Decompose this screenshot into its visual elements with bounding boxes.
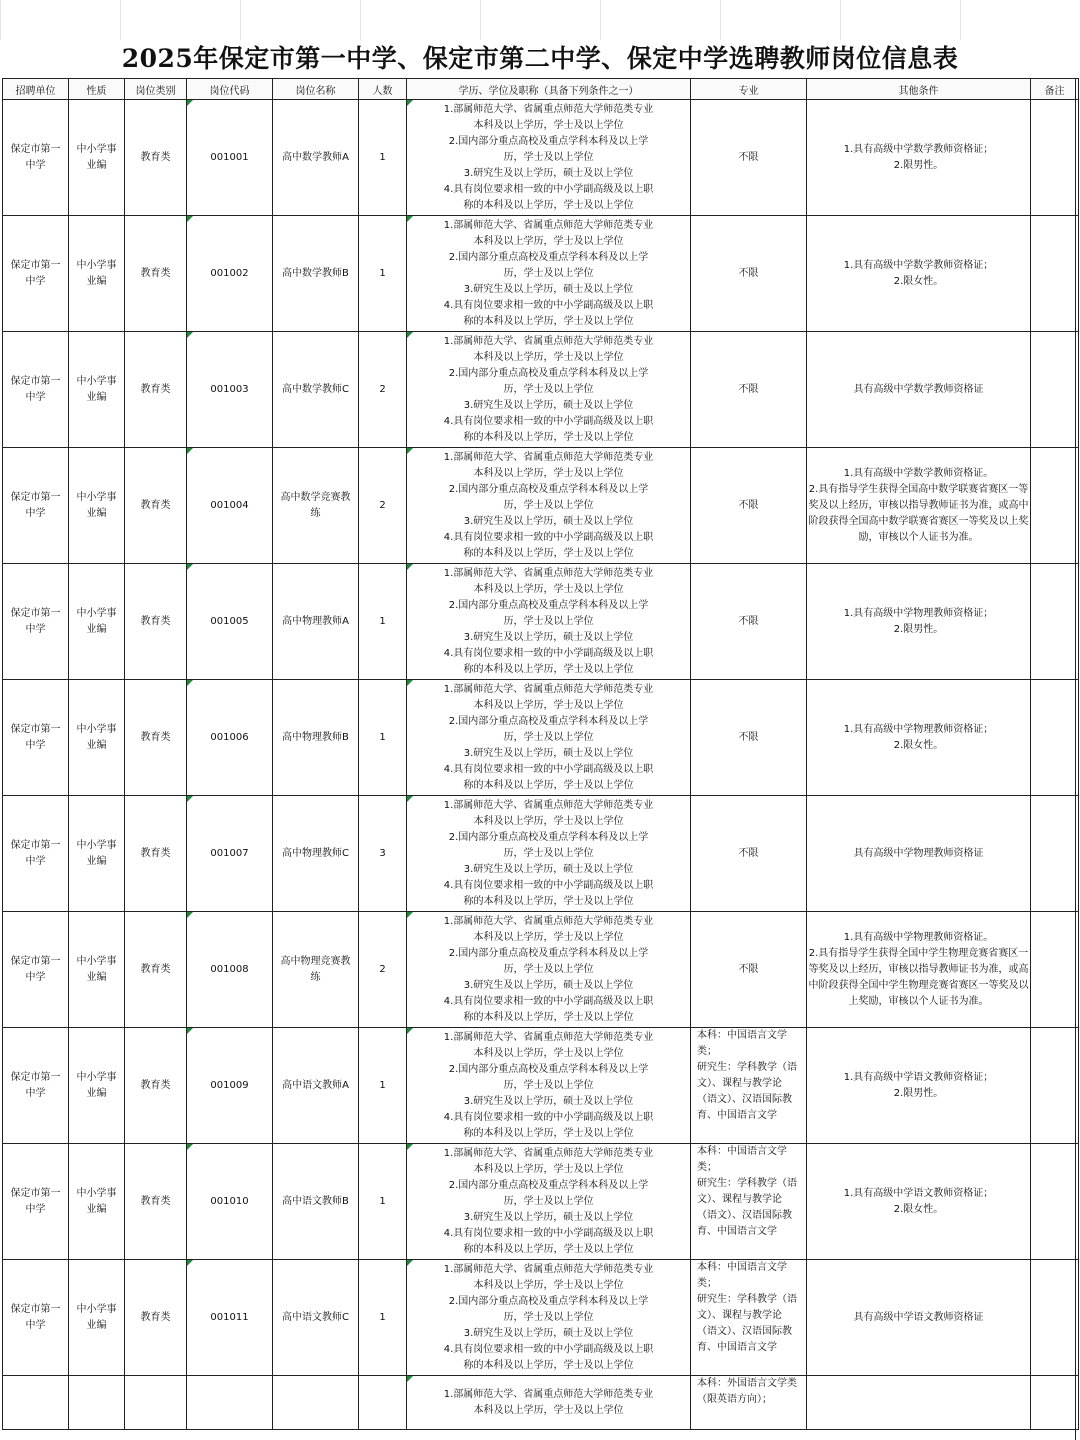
other-conditions-cell: 具有高级中学数学教师资格证 [807, 332, 1031, 448]
requirement-line: 历，学士及以上学位 [503, 731, 594, 743]
table-row [3, 680, 1079, 796]
cell-comment-marker-icon [407, 680, 413, 686]
header-cell: 招聘单位 [3, 79, 69, 100]
nature-cell: 中小学事业编 [69, 796, 125, 912]
cell-comment-marker-icon [187, 1260, 193, 1266]
requirement-line: 2.国内部分重点高校及重点学科本科及以上学 [448, 367, 649, 379]
requirements-cell [407, 332, 691, 448]
requirement-line: 称的本科及以上学历，学士及以上学位 [463, 779, 634, 791]
position-name-cell: 高中物理教师A [273, 564, 359, 680]
requirement-line: 3.研究生及以上学历，硕士及以上学位 [463, 631, 634, 643]
nature-cell: 中小学事业编 [69, 1028, 125, 1144]
requirement-line: 3.研究生及以上学历，硕士及以上学位 [463, 283, 634, 295]
note-cell [1031, 796, 1079, 912]
nature-cell: 中小学事业编 [69, 1144, 125, 1260]
requirement-line: 2.国内部分重点高校及重点学科本科及以上学 [448, 1063, 649, 1075]
major-cell: 本科：中国语言文学类； 研究生：学科教学（语文）、课程与教学论（语文）、汉语国际教育、中国语言文学 [691, 1144, 807, 1260]
major-cell: 不限 [691, 912, 807, 1028]
cell-comment-marker-icon [407, 1144, 413, 1150]
position-name-cell: 高中语文教师B [273, 1144, 359, 1260]
other-conditions-cell: 1.具有高级中学物理教师资格证； 2.限女性。 [807, 680, 1031, 796]
category-cell: 教育类 [125, 796, 187, 912]
code-cell [187, 1260, 273, 1376]
category-cell: 教育类 [125, 216, 187, 332]
nature-cell: 中小学事业编 [69, 216, 125, 332]
code-cell [187, 912, 273, 1028]
requirement-line: 本科及以上学历，学士及以上学位 [473, 1047, 624, 1059]
code-cell [187, 216, 273, 332]
table-row [3, 216, 1079, 332]
count-cell: 2 [359, 912, 407, 1028]
spreadsheet-gridlines [0, 0, 1080, 40]
code-cell [187, 100, 273, 216]
next-column-edge [1075, 78, 1080, 1440]
requirement-line: 称的本科及以上学历，学士及以上学位 [463, 315, 634, 327]
requirement-line: 历，学士及以上学位 [503, 1311, 594, 1323]
category-cell: 教育类 [125, 1144, 187, 1260]
requirement-line: 称的本科及以上学历，学士及以上学位 [463, 895, 634, 907]
requirement-line: 称的本科及以上学历，学士及以上学位 [463, 1359, 634, 1371]
count-cell: 2 [359, 448, 407, 564]
requirement-line: 本科及以上学历，学士及以上学位 [473, 931, 624, 943]
other-conditions-cell: 1.具有高级中学数学教师资格证； 2.限男性。 [807, 100, 1031, 216]
code-cell [187, 448, 273, 564]
page-title: 2025年保定市第一中学、保定市第二中学、保定中学选聘教师岗位信息表 [121, 44, 959, 73]
requirements-cell [407, 216, 691, 332]
note-cell [1031, 1144, 1079, 1260]
requirement-line: 3.研究生及以上学历，硕士及以上学位 [463, 747, 634, 759]
requirements-cell [407, 1028, 691, 1144]
cell-comment-marker-icon [187, 448, 193, 454]
requirement-line: 历，学士及以上学位 [503, 963, 594, 975]
code-cell [187, 564, 273, 680]
requirement-line: 本科及以上学历，学士及以上学位 [473, 119, 624, 131]
requirement-line: 2.国内部分重点高校及重点学科本科及以上学 [448, 947, 649, 959]
note-cell [1031, 332, 1079, 448]
cell-comment-marker-icon [187, 216, 193, 222]
requirements-cell [407, 448, 691, 564]
requirement-line: 1.部属师范大学、省属重点师范大学师范类专业 [443, 1147, 654, 1159]
category-cell: 教育类 [125, 680, 187, 796]
requirement-line: 本科及以上学历，学士及以上学位 [473, 351, 624, 363]
unit-cell: 保定市第一中学 [3, 564, 69, 680]
position-name-cell: 高中数学教师B [273, 216, 359, 332]
other-conditions-cell: 具有高级中学语文教师资格证 [807, 1260, 1031, 1376]
note-cell [1031, 1028, 1079, 1144]
requirements-cell [407, 564, 691, 680]
other-conditions-cell: 1.具有高级中学数学教师资格证； 2.限女性。 [807, 216, 1031, 332]
requirement-line: 3.研究生及以上学历，硕士及以上学位 [463, 167, 634, 179]
note-cell [1031, 216, 1079, 332]
unit-cell: 保定市第一中学 [3, 448, 69, 564]
requirement-line: 4.具有岗位要求相一致的中小学副高级及以上职 [443, 183, 654, 195]
note-cell [1031, 100, 1079, 216]
requirements-cell [407, 1260, 691, 1376]
requirements-cell [407, 912, 691, 1028]
requirements-cell [407, 1144, 691, 1260]
count-cell: 1 [359, 680, 407, 796]
requirement-line: 1.部属师范大学、省属重点师范大学师范类专业 [443, 1031, 654, 1043]
position-name-cell: 高中物理教师C [273, 796, 359, 912]
requirement-line: 本科及以上学历，学士及以上学位 [473, 1163, 624, 1175]
unit-cell: 保定市第一中学 [3, 216, 69, 332]
note-cell [1031, 680, 1079, 796]
empty-cell [359, 1376, 407, 1430]
requirement-line: 历，学士及以上学位 [503, 615, 594, 627]
requirement-line: 1.部属师范大学、省属重点师范大学师范类专业 [443, 1263, 654, 1275]
category-cell: 教育类 [125, 912, 187, 1028]
header-cell: 岗位类别 [125, 79, 187, 100]
requirement-line: 3.研究生及以上学历，硕士及以上学位 [463, 1095, 634, 1107]
position-code: 001010 [210, 1195, 249, 1207]
table-row [3, 1260, 1079, 1376]
requirement-line: 历，学士及以上学位 [503, 383, 594, 395]
requirement-line: 4.具有岗位要求相一致的中小学副高级及以上职 [443, 763, 654, 775]
position-name-cell: 高中数学竞赛教练 [273, 448, 359, 564]
nature-cell: 中小学事业编 [69, 1260, 125, 1376]
requirement-line: 1.部属师范大学、省属重点师范大学师范类专业 [443, 799, 654, 811]
note-cell [1031, 1376, 1079, 1430]
nature-cell: 中小学事业编 [69, 100, 125, 216]
major-cell: 不限 [691, 332, 807, 448]
requirement-line: 本科及以上学历，学士及以上学位 [473, 815, 624, 827]
nature-cell: 中小学事业编 [69, 332, 125, 448]
cell-comment-marker-icon [407, 564, 413, 570]
requirement-line: 4.具有岗位要求相一致的中小学副高级及以上职 [443, 1227, 654, 1239]
other-conditions-cell: 1.具有高级中学物理教师资格证； 2.限男性。 [807, 564, 1031, 680]
requirement-line: 4.具有岗位要求相一致的中小学副高级及以上职 [443, 299, 654, 311]
table-row [3, 1028, 1079, 1144]
header-cell: 学历、学位及职称（具备下列条件之一） [407, 79, 691, 100]
cell-comment-marker-icon [407, 1028, 413, 1034]
empty-cell [187, 1376, 273, 1430]
requirement-line: 3.研究生及以上学历，硕士及以上学位 [463, 399, 634, 411]
count-cell: 1 [359, 216, 407, 332]
requirement-line: 称的本科及以上学历，学士及以上学位 [463, 431, 634, 443]
requirement-line: 本科及以上学历，学士及以上学位 [473, 467, 624, 479]
requirement-line: 4.具有岗位要求相一致的中小学副高级及以上职 [443, 647, 654, 659]
requirement-line: 4.具有岗位要求相一致的中小学副高级及以上职 [443, 415, 654, 427]
other-conditions-cell: 具有高级中学物理教师资格证 [807, 796, 1031, 912]
count-cell: 2 [359, 332, 407, 448]
major-cell: 不限 [691, 796, 807, 912]
count-cell: 1 [359, 1144, 407, 1260]
position-code: 001003 [210, 383, 249, 395]
nature-cell: 中小学事业编 [69, 680, 125, 796]
category-cell: 教育类 [125, 448, 187, 564]
requirement-line: 3.研究生及以上学历，硕士及以上学位 [463, 1327, 634, 1339]
unit-cell: 保定市第一中学 [3, 680, 69, 796]
requirement-line: 本科及以上学历，学士及以上学位 [473, 699, 624, 711]
unit-cell: 保定市第一中学 [3, 912, 69, 1028]
count-cell: 1 [359, 564, 407, 680]
header-cell: 备注 [1031, 79, 1079, 100]
category-cell: 教育类 [125, 100, 187, 216]
position-code: 001006 [210, 731, 249, 743]
cell-comment-marker-icon [187, 332, 193, 338]
note-cell [1031, 564, 1079, 680]
major-cell: 不限 [691, 448, 807, 564]
code-cell [187, 796, 273, 912]
major-cell: 不限 [691, 564, 807, 680]
position-code: 001008 [210, 963, 249, 975]
position-code: 001001 [210, 151, 249, 163]
requirement-line: 3.研究生及以上学历，硕士及以上学位 [463, 515, 634, 527]
cell-comment-marker-icon [407, 216, 413, 222]
header-cell: 性质 [69, 79, 125, 100]
unit-cell: 保定市第一中学 [3, 1144, 69, 1260]
requirement-line: 本科及以上学历，学士及以上学位 [473, 235, 624, 247]
requirement-line: 2.国内部分重点高校及重点学科本科及以上学 [448, 1295, 649, 1307]
cell-comment-marker-icon [187, 564, 193, 570]
count-cell: 1 [359, 1028, 407, 1144]
category-cell: 教育类 [125, 1260, 187, 1376]
other-conditions-cell [807, 1376, 1031, 1430]
cell-comment-marker-icon [407, 796, 413, 802]
cell-comment-marker-icon [407, 912, 413, 918]
cell-comment-marker-icon [407, 100, 413, 106]
position-name-cell: 高中物理竞赛教练 [273, 912, 359, 1028]
requirement-line: 历，学士及以上学位 [503, 847, 594, 859]
major-cell: 本科：外国语言文学类（限英语方向）； [691, 1376, 807, 1430]
note-cell [1031, 1260, 1079, 1376]
code-cell [187, 332, 273, 448]
table-row [3, 564, 1079, 680]
position-name-cell: 高中语文教师C [273, 1260, 359, 1376]
header-row [3, 79, 1079, 100]
count-cell: 1 [359, 1260, 407, 1376]
requirements-cell [407, 796, 691, 912]
major-cell: 不限 [691, 680, 807, 796]
header-cell: 专业 [691, 79, 807, 100]
code-cell [187, 1028, 273, 1144]
unit-cell: 保定市第一中学 [3, 796, 69, 912]
requirement-line: 1.部属师范大学、省属重点师范大学师范类专业 [443, 915, 654, 927]
position-code: 001011 [210, 1311, 249, 1323]
requirement-line: 本科及以上学历，学士及以上学位 [473, 1404, 624, 1416]
position-code: 001009 [210, 1079, 249, 1091]
position-name-cell: 高中数学教师C [273, 332, 359, 448]
requirement-line: 1.部属师范大学、省属重点师范大学师范类专业 [443, 103, 654, 115]
requirement-line: 1.部属师范大学、省属重点师范大学师范类专业 [443, 1388, 654, 1400]
other-conditions-cell: 1.具有高级中学语文教师资格证； 2.限男性。 [807, 1028, 1031, 1144]
unit-cell: 保定市第一中学 [3, 100, 69, 216]
category-cell: 教育类 [125, 332, 187, 448]
category-cell: 教育类 [125, 1028, 187, 1144]
unit-cell: 保定市第一中学 [3, 1260, 69, 1376]
other-conditions-cell: 1.具有高级中学数学教师资格证。 2.具有指导学生获得全国高中数学联赛省赛区一等奖及以上经历，审核以指导教师证书为准，或高中阶段获得全国高中数学联赛省赛区一等奖及以上奖励，审核以个人证书为准。 [807, 448, 1031, 564]
header-cell: 岗位代码 [187, 79, 273, 100]
cell-comment-marker-icon [187, 912, 193, 918]
major-cell: 不限 [691, 100, 807, 216]
requirement-line: 本科及以上学历，学士及以上学位 [473, 1279, 624, 1291]
header-cell: 岗位名称 [273, 79, 359, 100]
cell-comment-marker-icon [407, 1376, 413, 1382]
empty-cell [125, 1376, 187, 1430]
requirement-line: 1.部属师范大学、省属重点师范大学师范类专业 [443, 335, 654, 347]
requirement-line: 2.国内部分重点高校及重点学科本科及以上学 [448, 135, 649, 147]
requirement-line: 称的本科及以上学历，学士及以上学位 [463, 1243, 634, 1255]
unit-cell: 保定市第一中学 [3, 1028, 69, 1144]
nature-cell: 中小学事业编 [69, 448, 125, 564]
cell-comment-marker-icon [187, 100, 193, 106]
requirement-line: 4.具有岗位要求相一致的中小学副高级及以上职 [443, 879, 654, 891]
cell-comment-marker-icon [187, 680, 193, 686]
requirement-line: 4.具有岗位要求相一致的中小学副高级及以上职 [443, 531, 654, 543]
other-conditions-cell: 1.具有高级中学物理教师资格证。 2.具有指导学生获得全国中学生物理竞赛省赛区一等奖及以上经历，审核以指导教师证书为准，或高中阶段获得全国中学生物理竞赛省赛区一等奖及以上奖励，审核以个人证书为准。 [807, 912, 1031, 1028]
cell-comment-marker-icon [407, 332, 413, 338]
table-body [3, 100, 1079, 1430]
empty-cell [69, 1376, 125, 1430]
requirement-line: 称的本科及以上学历，学士及以上学位 [463, 1011, 634, 1023]
requirement-line: 4.具有岗位要求相一致的中小学副高级及以上职 [443, 995, 654, 1007]
requirement-line: 历，学士及以上学位 [503, 267, 594, 279]
table-row [3, 100, 1079, 216]
nature-cell: 中小学事业编 [69, 564, 125, 680]
empty-cell [3, 1376, 69, 1430]
table-row-partial [3, 1376, 1079, 1430]
major-cell: 本科：中国语言文学类； 研究生：学科教学（语文）、课程与教学论（语文）、汉语国际教育、中国语言文学 [691, 1260, 807, 1376]
note-cell [1031, 912, 1079, 1028]
count-cell: 1 [359, 100, 407, 216]
table-row [3, 912, 1079, 1028]
code-cell [187, 1144, 273, 1260]
position-name-cell: 高中物理教师B [273, 680, 359, 796]
requirement-line: 2.国内部分重点高校及重点学科本科及以上学 [448, 483, 649, 495]
requirements-cell [407, 680, 691, 796]
requirement-line: 2.国内部分重点高校及重点学科本科及以上学 [448, 715, 649, 727]
requirement-line: 称的本科及以上学历，学士及以上学位 [463, 1127, 634, 1139]
requirement-line: 历，学士及以上学位 [503, 499, 594, 511]
major-cell: 不限 [691, 216, 807, 332]
cell-comment-marker-icon [407, 448, 413, 454]
requirement-line: 3.研究生及以上学历，硕士及以上学位 [463, 1211, 634, 1223]
unit-cell: 保定市第一中学 [3, 332, 69, 448]
requirement-line: 3.研究生及以上学历，硕士及以上学位 [463, 863, 634, 875]
major-cell: 本科：中国语言文学类； 研究生：学科教学（语文）、课程与教学论（语文）、汉语国际教育、中国语言文学 [691, 1028, 807, 1144]
requirement-line: 称的本科及以上学历，学士及以上学位 [463, 663, 634, 675]
nature-cell: 中小学事业编 [69, 912, 125, 1028]
cell-comment-marker-icon [187, 1028, 193, 1034]
requirement-line: 2.国内部分重点高校及重点学科本科及以上学 [448, 831, 649, 843]
empty-cell [273, 1376, 359, 1430]
header-cell: 其他条件 [807, 79, 1031, 100]
requirements-cell [407, 100, 691, 216]
requirement-line: 称的本科及以上学历，学士及以上学位 [463, 199, 634, 211]
other-conditions-cell: 1.具有高级中学语文教师资格证； 2.限女性。 [807, 1144, 1031, 1260]
position-code: 001004 [210, 499, 249, 511]
cell-comment-marker-icon [187, 796, 193, 802]
count-cell: 3 [359, 796, 407, 912]
requirement-line: 1.部属师范大学、省属重点师范大学师范类专业 [443, 451, 654, 463]
requirement-line: 1.部属师范大学、省属重点师范大学师范类专业 [443, 567, 654, 579]
table-row [3, 1144, 1079, 1260]
table-row [3, 332, 1079, 448]
cell-comment-marker-icon [187, 1144, 193, 1150]
position-name-cell: 高中语文教师A [273, 1028, 359, 1144]
requirement-line: 2.国内部分重点高校及重点学科本科及以上学 [448, 599, 649, 611]
requirement-line: 3.研究生及以上学历，硕士及以上学位 [463, 979, 634, 991]
position-name-cell: 高中数学教师A [273, 100, 359, 216]
requirement-line: 历，学士及以上学位 [503, 1079, 594, 1091]
position-code: 001002 [210, 267, 249, 279]
positions-table [2, 78, 1079, 1430]
requirement-line: 2.国内部分重点高校及重点学科本科及以上学 [448, 251, 649, 263]
cell-comment-marker-icon [407, 1260, 413, 1266]
table-row [3, 448, 1079, 564]
requirement-line: 本科及以上学历，学士及以上学位 [473, 583, 624, 595]
requirement-line: 4.具有岗位要求相一致的中小学副高级及以上职 [443, 1111, 654, 1123]
requirement-line: 1.部属师范大学、省属重点师范大学师范类专业 [443, 683, 654, 695]
requirement-line: 历，学士及以上学位 [503, 1195, 594, 1207]
position-code: 001007 [210, 847, 249, 859]
position-code: 001005 [210, 615, 249, 627]
table-row [3, 796, 1079, 912]
requirement-line: 2.国内部分重点高校及重点学科本科及以上学 [448, 1179, 649, 1191]
requirement-line: 称的本科及以上学历，学士及以上学位 [463, 547, 634, 559]
requirement-line: 历，学士及以上学位 [503, 151, 594, 163]
category-cell: 教育类 [125, 564, 187, 680]
note-cell [1031, 448, 1079, 564]
requirement-line: 4.具有岗位要求相一致的中小学副高级及以上职 [443, 1343, 654, 1355]
requirement-line: 1.部属师范大学、省属重点师范大学师范类专业 [443, 219, 654, 231]
header-cell: 人数 [359, 79, 407, 100]
requirements-cell [407, 1376, 691, 1430]
code-cell [187, 680, 273, 796]
